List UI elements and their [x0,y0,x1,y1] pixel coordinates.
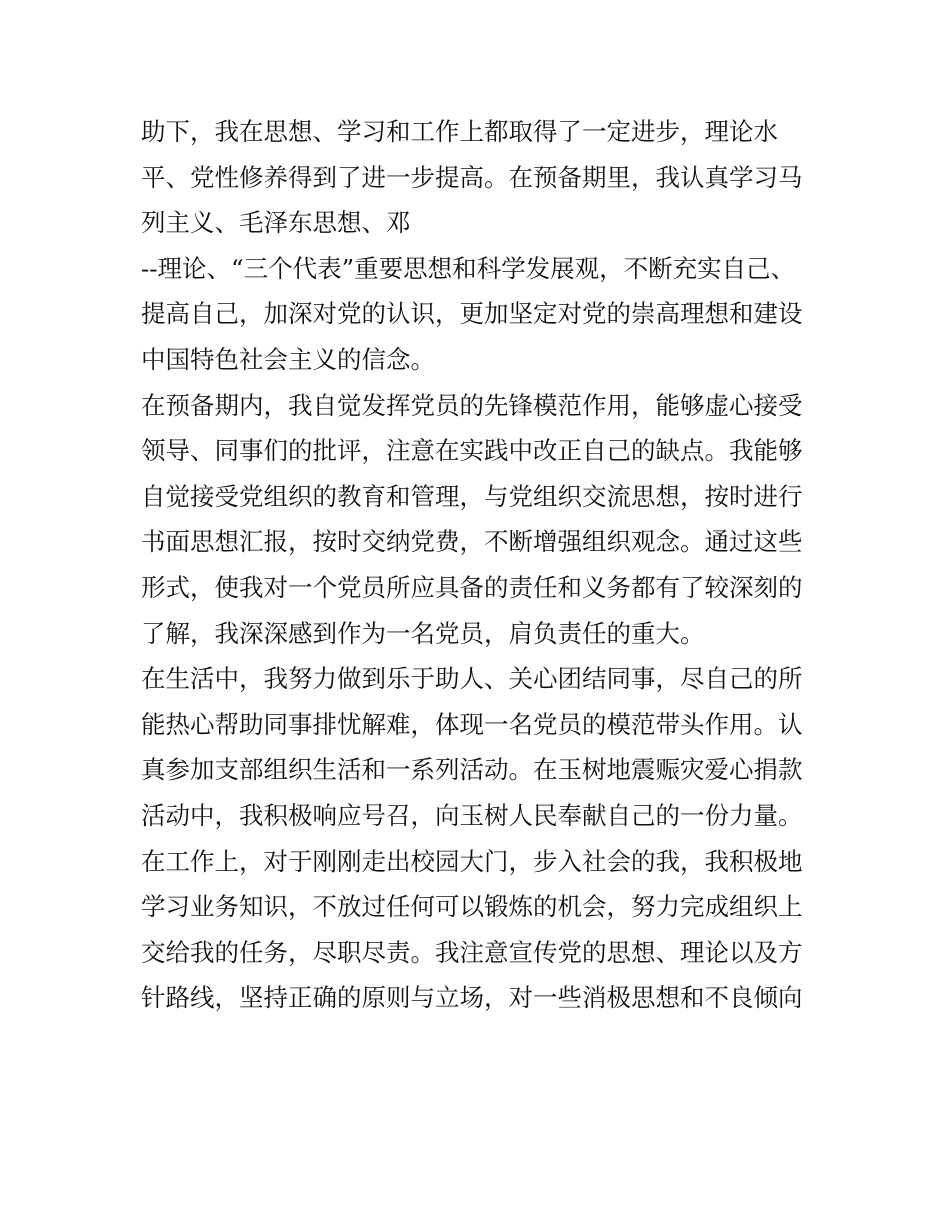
document-body [141,109,821,1021]
text-line: 能热心帮助同事排忧解难，体现一名党员的模范带头作用。认 [141,709,803,739]
text-line: 学习业务知识，不放过任何可以锻炼的机会，努力完成组织上 [141,892,803,922]
text-line: --理论、“三个代表”重要思想和科学发展观，不断充实自己、 [141,253,796,283]
text-line: 助下，我在思想、学习和工作上都取得了一定进步，理论水 [141,117,778,146]
text-line: 在工作上，对于刚刚走出校园大门，步入社会的我，我积极地 [141,846,803,876]
text-line: 提高自己，加深对党的认识，更加坚定对党的崇高理想和建设 [141,299,803,329]
text-line: 了解，我深深感到作为一名党员，肩负责任的重大。 [141,618,705,648]
text-line: 领导、同事们的批评，注意在实践中改正自己的缺点。我能够 [141,436,803,466]
text-line: 形式，使我对一个党员所应具备的责任和义务都有了较深刻的 [141,572,803,602]
text-line: 列主义、毛泽东思想、邓 [141,208,411,238]
text-line: 在预备期内，我自觉发挥党员的先锋模范作用，能够虚心接受 [141,390,803,420]
text-line: 交给我的任务，尽职尽责。我注意宣传党的思想、理论以及方 [141,937,803,967]
text-line: 针路线，坚持正确的原则与立场，对一些消极思想和不良倾向 [141,983,803,1013]
text-line: 书面思想汇报，按时交纳党费，不断增强组织观念。通过这些 [141,527,803,557]
text-line: 自觉接受党组织的教育和管理，与党组织交流思想，按时进行 [141,481,803,511]
text-line: 真参加支部组织生活和一系列活动。在玉树地震赈灾爱心捐款 [141,755,803,785]
text-line: 平、党性修养得到了进一步提高。在预备期里，我认真学习马 [141,162,803,192]
text-line: 活动中，我积极响应号召，向玉树人民奉献自己的一份力量。 [141,800,803,830]
text-line: 在生活中，我努力做到乐于助人、关心团结同事，尽自己的所 [141,664,803,694]
text-line: 中国特色社会主义的信念。 [141,344,435,374]
